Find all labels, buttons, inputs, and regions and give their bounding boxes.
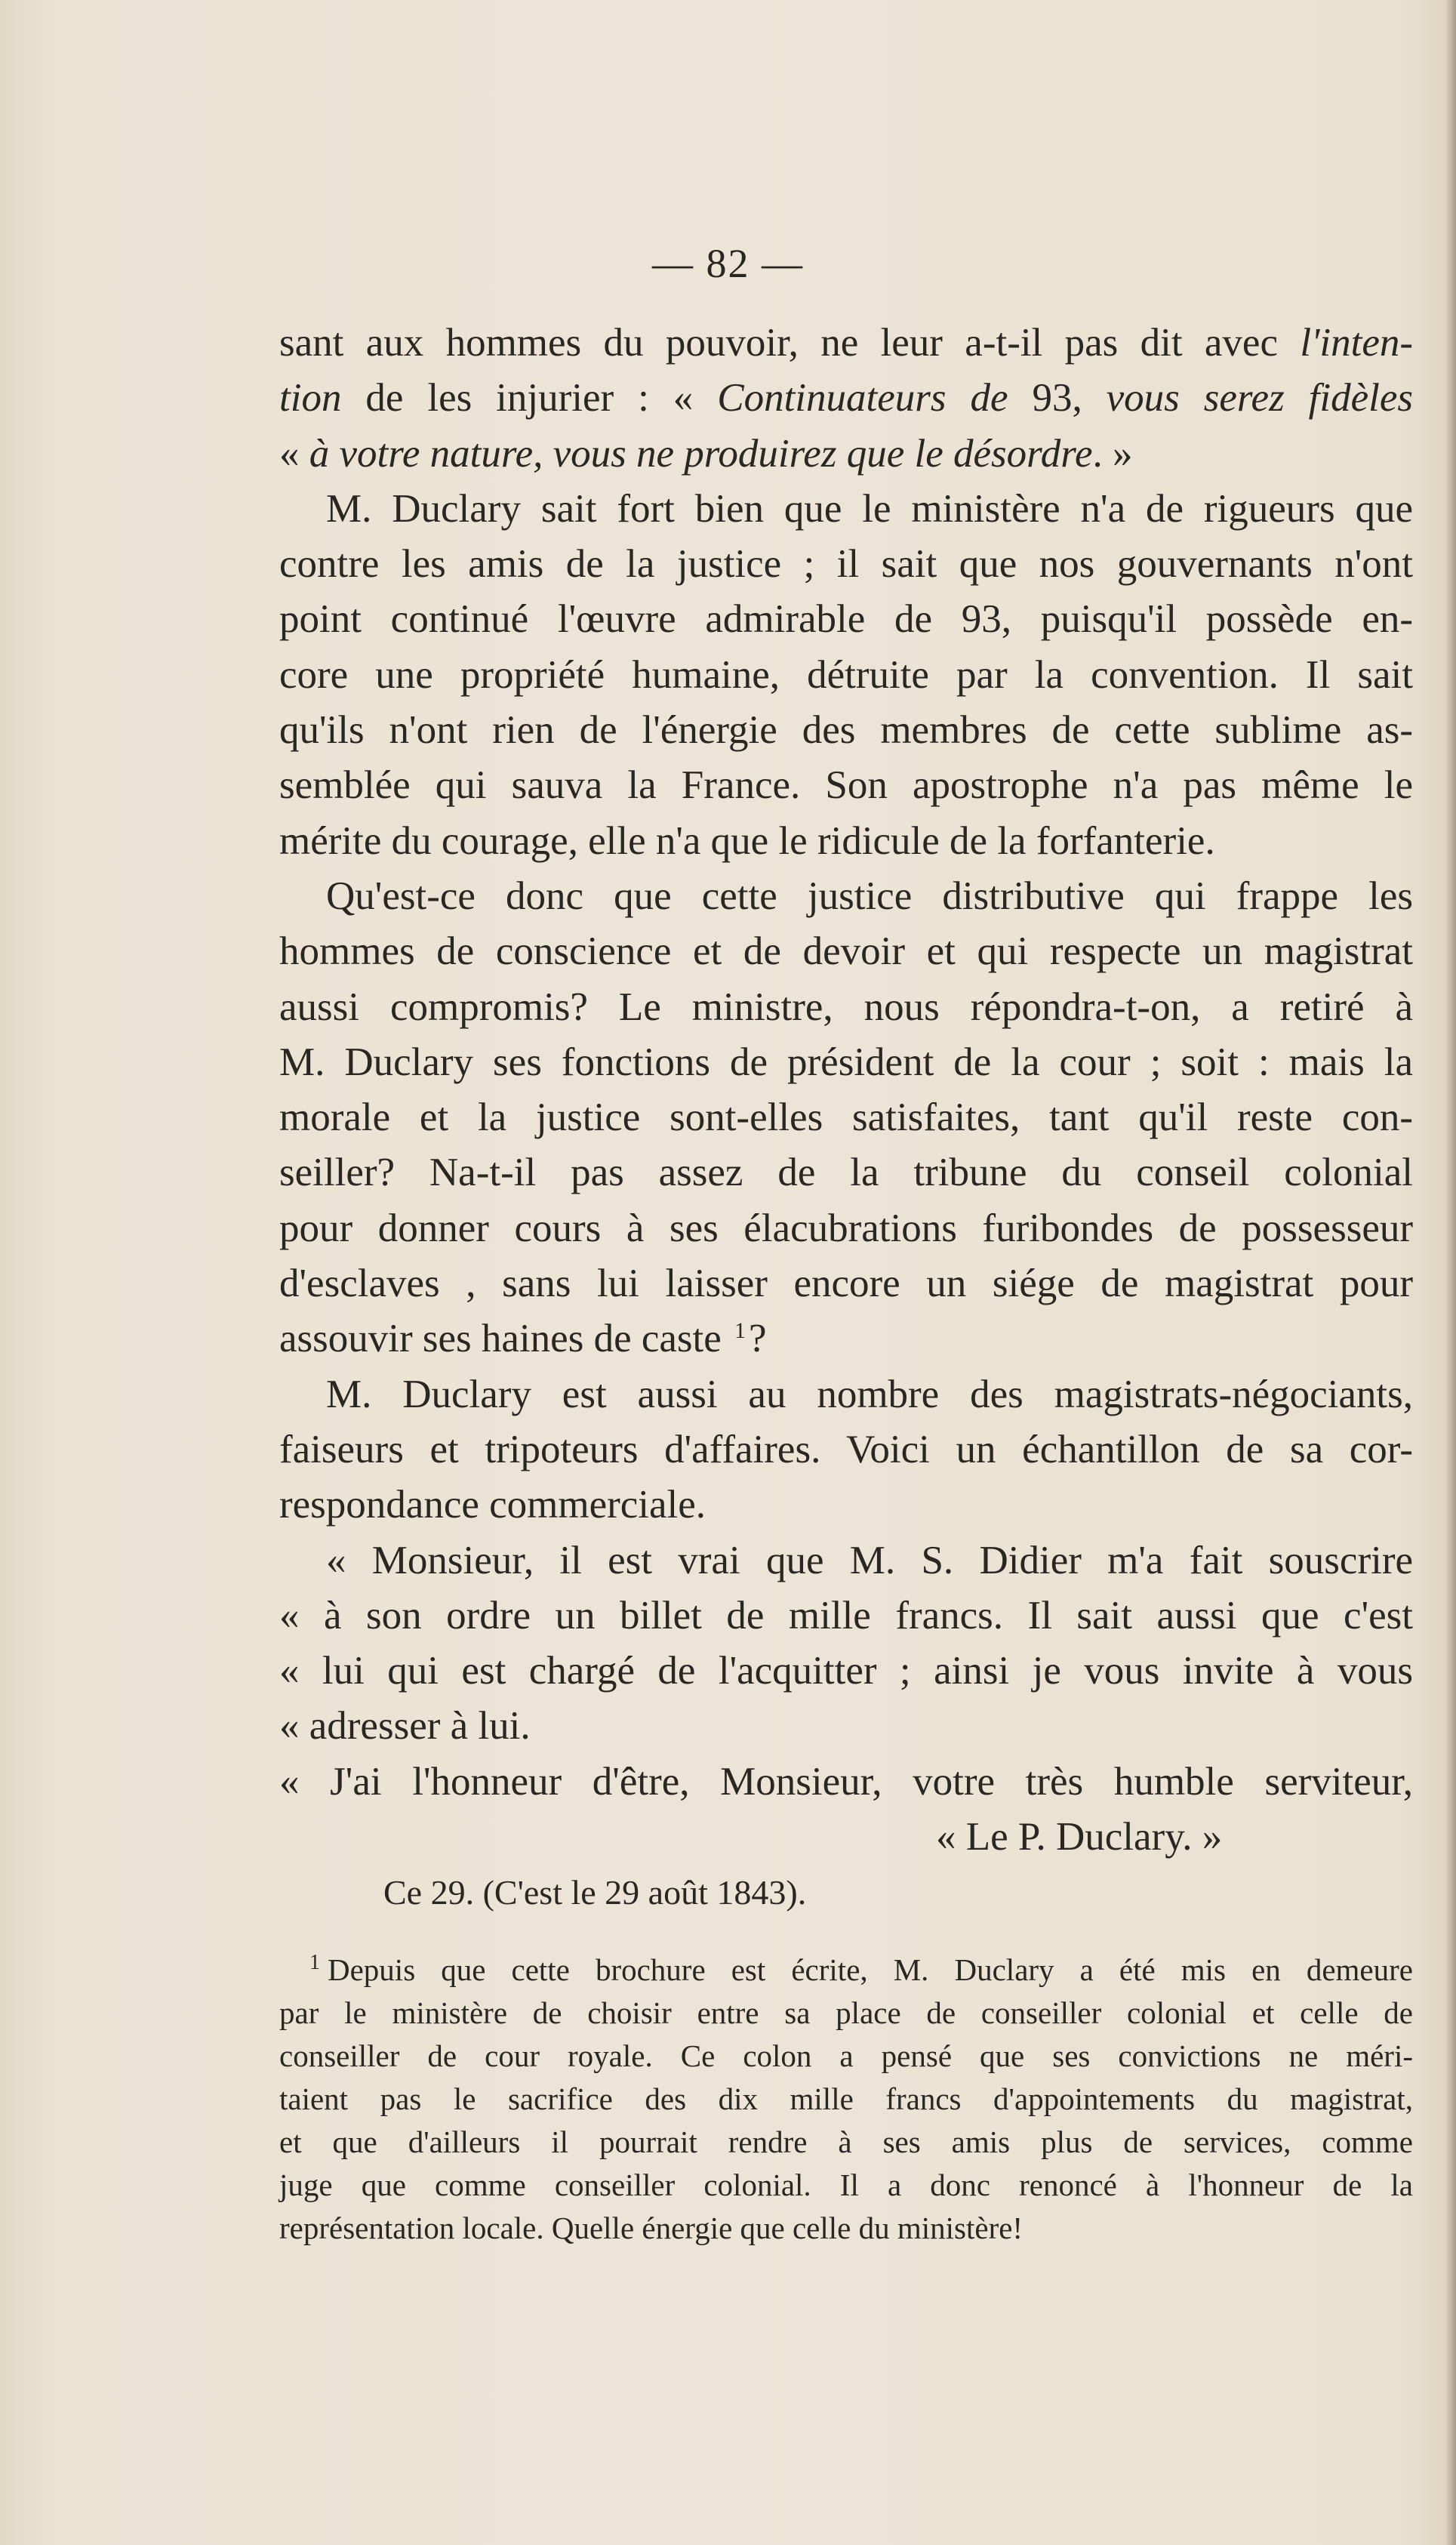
letter-line: « lui qui est chargé de l'acquitter ; ainsi je vous invite à vous <box>279 1649 1413 1693</box>
footnote-line: représentation locale. Quelle énergie que celle du ministère! <box>279 2211 1024 2245</box>
letter-line: « à son ordre un billet de mille francs. Il sait aussi que c'est <box>279 1593 1413 1638</box>
text-line: core une propriété humaine, détruite par la convention. Il sait <box>279 652 1413 697</box>
text-line: seiller? Na-t-il pas assez de la tribune du conseil colonial <box>279 1151 1413 1195</box>
footnote-line: juge que comme conseiller colonial. Il a donc renoncé à l'honneur de la <box>279 2168 1413 2202</box>
text-line: morale et la justice sont-elles satisfaites, tant qu'il reste con- <box>279 1095 1413 1140</box>
text-line: contre les amis de la justice ; il sait que nos gouvernants n'ont <box>279 542 1413 587</box>
letter-line: « adresser à lui. <box>279 1704 531 1749</box>
letter-line: « Monsieur, il est vrai que M. S. Didier m'a fait souscrire <box>326 1538 1413 1582</box>
footnote-line: et que d'ailleurs il pourrait rendre à ses amis plus de services, comme <box>279 2124 1413 2159</box>
text-line: d'esclaves , sans lui laisser encore un siége de magistrat pour <box>279 1262 1413 1306</box>
text-line: tion de les injurier : « Continuateurs de 93, vous serez fidèles <box>279 376 1413 421</box>
text-line: semblée qui sauva la France. Son apostrophe n'a pas même le <box>279 763 1413 808</box>
page-number: — 82 — <box>652 241 804 286</box>
letter-date: Ce 29. (C'est le 29 août 1843). <box>383 1873 807 1912</box>
text-line: M. Duclary ses fonctions de président de la cour ; soit : mais la <box>279 1040 1413 1084</box>
text-line: M. Duclary sait fort bien que le ministère n'a de rigueurs que <box>326 486 1413 531</box>
main-text <box>279 316 1413 1921</box>
text-line: qu'ils n'ont rien de l'énergie des membres de cette sublime as- <box>279 708 1413 753</box>
text-line: sant aux hommes du pouvoir, ne leur a-t-il pas dit avec l'inten- <box>279 321 1413 365</box>
text-line: faiseurs et tripoteurs d'affaires. Voici un échantillon de sa cor- <box>279 1427 1413 1471</box>
footnote-line: taient pas le sacrifice des dix mille francs d'appointements du magistrat, <box>279 2081 1413 2116</box>
text-line: hommes de conscience et de devoir et qui respecte un magistrat <box>279 929 1413 974</box>
letter-signature: « Le P. Duclary. » <box>936 1815 1223 1859</box>
footnote <box>279 1949 1413 2250</box>
text-line: respondance commerciale. <box>279 1483 706 1527</box>
text-line: M. Duclary est aussi au nombre des magistrats-négociants, <box>326 1372 1413 1416</box>
text-line: Qu'est-ce donc que cette justice distributive qui frappe les <box>326 873 1413 918</box>
footnote-line: par le ministère de choisir entre sa place de conseiller colonial et celle de <box>279 1995 1413 2030</box>
page-edge-shadow <box>1445 0 1456 2545</box>
text-line: point continué l'œuvre admirable de 93, puisqu'il possède en- <box>279 597 1413 642</box>
footnote-line: 1 Depuis que cette brochure est écrite, M. Duclary a été mis en demeure <box>309 1951 1413 1987</box>
text-line: aussi compromis? Le ministre, nous répondra-t-on, a retiré à <box>279 984 1413 1029</box>
text-line: mérite du courage, elle n'a que le ridicule de la forfanterie. <box>279 818 1215 863</box>
text-line: « à votre nature, vous ne produirez que le désordre. » <box>279 431 1133 476</box>
text-line: pour donner cours à ses élacubrations furibondes de possesseur <box>279 1206 1413 1250</box>
footnote-line: conseiller de cour royale. Ce colon a pensé que ses convictions ne méri- <box>279 2038 1413 2073</box>
letter-line: « J'ai l'honneur d'être, Monsieur, votre très humble serviteur, <box>279 1759 1413 1804</box>
text-line: assouvir ses haines de caste 1? <box>279 1317 767 1361</box>
